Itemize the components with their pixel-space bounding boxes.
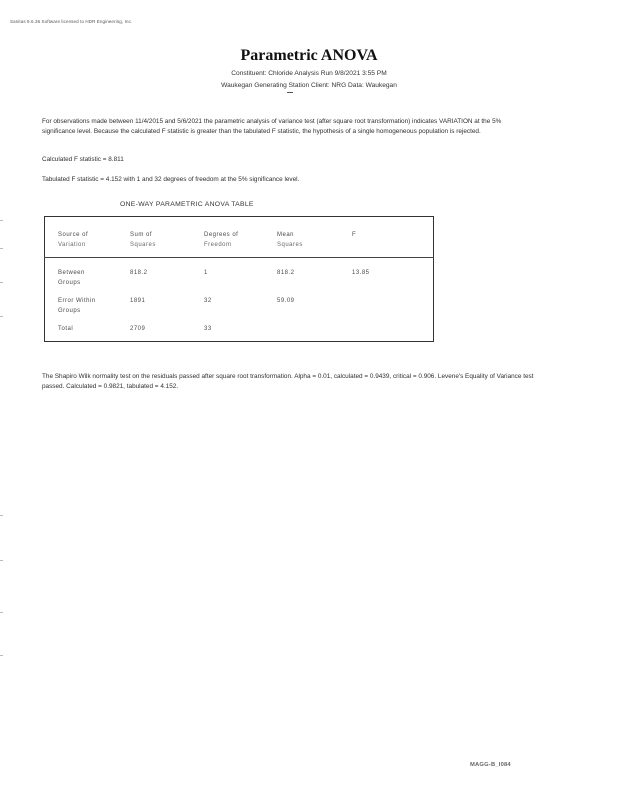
header-f bbox=[352, 230, 356, 240]
header-line: Degrees of bbox=[204, 232, 239, 238]
header-line: F bbox=[352, 232, 357, 238]
header-source-of-variation bbox=[58, 230, 88, 250]
software-header-note: Sanitas 9.6.36 Software licensed to HDR Engineering, Inc. bbox=[10, 19, 133, 24]
scan-mark bbox=[0, 560, 3, 561]
header-sum-of-squares bbox=[130, 230, 156, 250]
header-degrees-of-freedom bbox=[204, 230, 238, 250]
scan-mark bbox=[0, 515, 3, 516]
anova-header-separator bbox=[44, 257, 434, 258]
page-title: Parametric ANOVA bbox=[240, 47, 378, 64]
scan-mark bbox=[0, 612, 3, 613]
document-id: MAGG-B_I084 bbox=[470, 762, 511, 768]
scan-mark bbox=[0, 316, 3, 317]
anova-table-title: ONE-WAY PARAMETRIC ANOVA TABLE bbox=[120, 201, 254, 208]
table-row-source: Total bbox=[58, 326, 74, 332]
header-line: Squares bbox=[277, 242, 303, 248]
table-cell-mean: 59.09 bbox=[277, 298, 295, 304]
header-line: Source of bbox=[58, 232, 89, 238]
tabulated-f-statistic: Tabulated F statistic = 4.152 with 1 and 32 degrees of freedom at the 5% significance level. bbox=[42, 176, 300, 183]
scan-mark bbox=[0, 220, 3, 221]
table-cell-mean: 818.2 bbox=[277, 270, 295, 276]
table-cell-df: 33 bbox=[204, 326, 212, 332]
header-line: Freedom bbox=[204, 242, 232, 248]
table-cell-f: 13.85 bbox=[352, 270, 370, 276]
normality-test-paragraph: The Shapiro Wilk normality test on the residuals passed after square root transformation. Alpha = 0.01, calculated = 0.9439, critical = 0.906. Levene's Equality of Variance test passed. Calculated = 0.9821, tabulated = 4.152. bbox=[42, 373, 534, 390]
scan-mark bbox=[0, 282, 3, 283]
analysis-subtitle: Constituent: Chloride Analysis Run 9/8/2021 3:55 PM bbox=[231, 70, 387, 77]
header-mean-squares bbox=[277, 230, 303, 250]
scan-mark bbox=[0, 248, 3, 249]
table-cell-sum: 1891 bbox=[130, 298, 146, 304]
table-row-source: Error Within Groups bbox=[58, 298, 96, 314]
table-cell-sum: 818.2 bbox=[130, 270, 148, 276]
header-line: Variation bbox=[58, 242, 86, 248]
header-line: Squares bbox=[130, 242, 156, 248]
header-line: Sum of bbox=[130, 232, 153, 238]
calculated-f-statistic: Calculated F statistic = 8.811 bbox=[42, 156, 124, 163]
table-cell-sum: 2709 bbox=[130, 326, 146, 332]
summary-paragraph: For observations made between 11/4/2015 and 5/6/2021 the parametric analysis of variance test (after square root transformation) indicates VARIATION at the 5% significance level. Because the calculated F statistic is greater than the tabulated F statistic, the hypothesis of a single homogeneous population is rejected. bbox=[42, 118, 502, 135]
scan-mark bbox=[0, 655, 3, 656]
table-cell-df: 32 bbox=[204, 298, 212, 304]
header-line: Mean bbox=[277, 232, 295, 238]
table-cell-df: 1 bbox=[204, 270, 208, 276]
site-subtitle: Waukegan Generating Station Client: NRG Data: Waukegan bbox=[221, 82, 397, 89]
title-divider bbox=[287, 92, 293, 93]
table-row-source: Between Groups bbox=[58, 270, 85, 286]
